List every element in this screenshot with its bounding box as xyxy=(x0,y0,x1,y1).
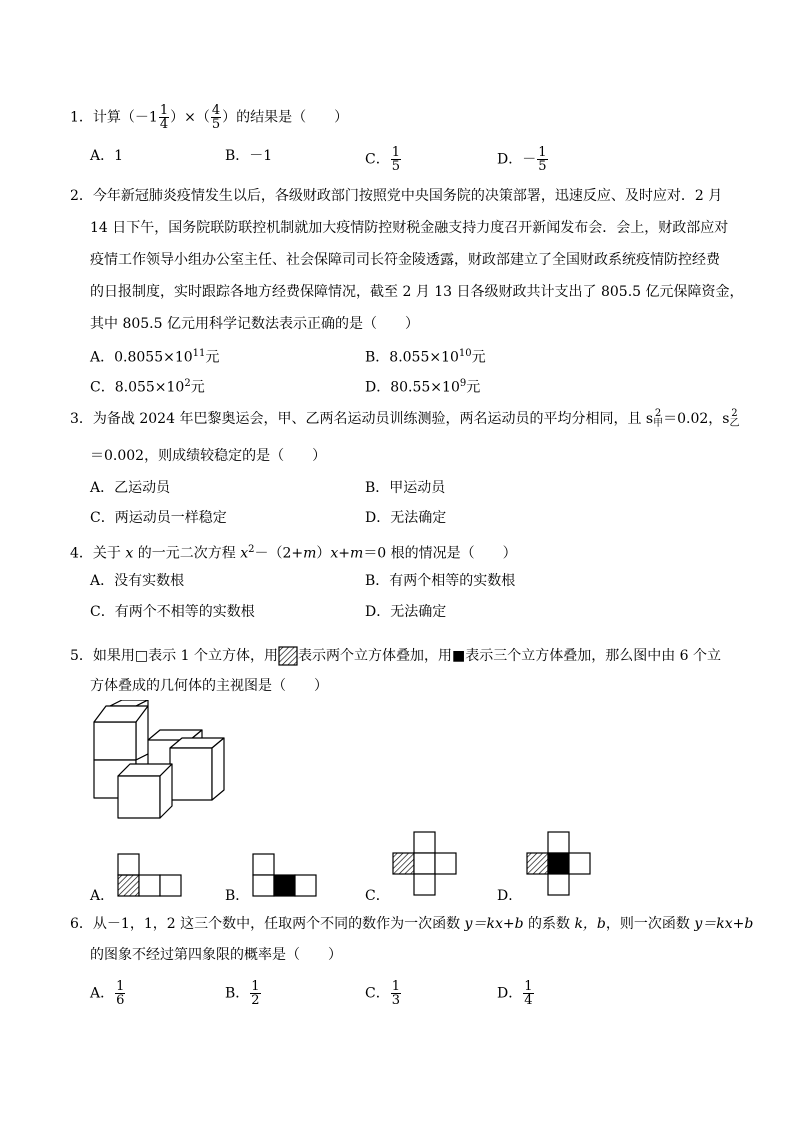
q2-option-a[interactable]: A．$0.8055\times 10^{11}$元 xyxy=(90,348,220,366)
q6-option-b[interactable]: B． $\frac{1}{2}$ xyxy=(225,979,260,1008)
q3-line-2: ＝0.002，则成绩较稳定的是（ ） xyxy=(90,448,327,464)
q1-frac-1-4: $\frac{1}{4}$ xyxy=(159,103,169,132)
q4-option-a[interactable]: A．没有实数根 xyxy=(90,573,185,589)
q2-option-c[interactable]: C．$8.055\times 10^2$元 xyxy=(90,378,205,396)
q1-option-c[interactable]: C． $\frac{1}{5}$ xyxy=(365,145,400,174)
q3-option-b[interactable]: B．甲运动员 xyxy=(365,480,446,496)
q1-option-a[interactable]: A．1 xyxy=(90,148,124,164)
q6-line-1: 6．从－1，1，2 这三个数中，任取两个不同的数作为一次函数 y＝kx+b 的系数 k，b，则一次函数 y＝kx+b xyxy=(70,916,754,932)
q2-line-3: 疫情工作领导小组办公室主任、社会保障司司长符金陵透露，财政部建立了全国财政系统疫情防控经费 xyxy=(90,252,720,268)
q4-option-b[interactable]: B．有两个相等的实数根 xyxy=(365,573,516,589)
q2-line-2: 14 日下午，国务院联防联控机制就加大疫情防控财税金融支持力度召开新闻发布会．会上，财政部应对 xyxy=(90,220,729,236)
cube-stack-figure xyxy=(90,700,230,822)
q5-line-1: 5．如果用□表示 1 个立方体，用 表示两个立方体叠加，用■表示三个立方体叠加，那么图中由 6 个立 xyxy=(70,648,722,664)
q3-line-1: 3．为备战 2024 年巴黎奥运会，甲、乙两名运动员训练测验，两名运动员的平均分相同，且 s 2 甲 ＝0.02，s 2 乙 xyxy=(70,408,740,429)
q6-option-a[interactable]: A． $\frac{1}{6}$ xyxy=(90,979,125,1008)
q2-line-1: 2．今年新冠肺炎疫情发生以后，各级财政部门按照党中央国务院的决策部署，迅速反应、及时应对．2 月 xyxy=(70,188,723,204)
q5-option-c-figure xyxy=(388,828,468,902)
q6-option-c[interactable]: C． $\frac{1}{3}$ xyxy=(365,979,400,1008)
q5-option-d-figure xyxy=(522,828,602,902)
q4-option-c[interactable]: C．有两个不相等的实数根 xyxy=(90,604,255,620)
q1-frac-4-5: $\frac{4}{5}$ xyxy=(211,103,221,132)
q2-option-d[interactable]: D．$80.55\times 10^9$元 xyxy=(365,378,481,396)
q4-stem: 4．关于 x 的一元二次方程 $x^2-(2+m)x+m=0$ 根的情况是（ ） xyxy=(70,544,517,562)
q5-option-b[interactable]: B． xyxy=(225,888,250,904)
q2-line-5: 其中 805.5 亿元用科学记数法表示正确的是（ ） xyxy=(90,316,419,332)
q4-option-d[interactable]: D．无法确定 xyxy=(365,604,447,620)
q5-option-a[interactable]: A． xyxy=(90,888,115,904)
q3-option-a[interactable]: A．乙运动员 xyxy=(90,480,171,496)
q5-line-2: 方体叠成的几何体的主视图是（ ） xyxy=(90,678,328,694)
q2-option-b[interactable]: B．$8.055\times 10^{10}$元 xyxy=(365,348,486,366)
q5-option-c[interactable]: C． xyxy=(365,888,390,904)
q6-line-2: 的图象不经过第四象限的概率是（ ） xyxy=(90,947,342,963)
q6-option-d[interactable]: D． $\frac{1}{4}$ xyxy=(497,979,533,1008)
q1-option-d[interactable]: D．－ $\frac{1}{5}$ xyxy=(497,145,547,174)
hatched-square-icon xyxy=(278,646,298,666)
q1-option-b[interactable]: B．－1 xyxy=(225,148,273,164)
q3-option-c[interactable]: C．两运动员一样稳定 xyxy=(90,510,227,526)
q5-option-d[interactable]: D． xyxy=(497,888,523,904)
q1-stem: 1．计算（－1 $\frac{1}{4}$ ）×（ $\frac{4}{5}$ ）的结果是（ ） xyxy=(70,103,349,132)
q3-option-d[interactable]: D．无法确定 xyxy=(365,510,447,526)
q2-line-4: 的日报制度，实时跟踪各地方经费保障情况，截至 2 月 13 日各级财政共计支出了 805.5 亿元保障资金， xyxy=(90,284,744,300)
